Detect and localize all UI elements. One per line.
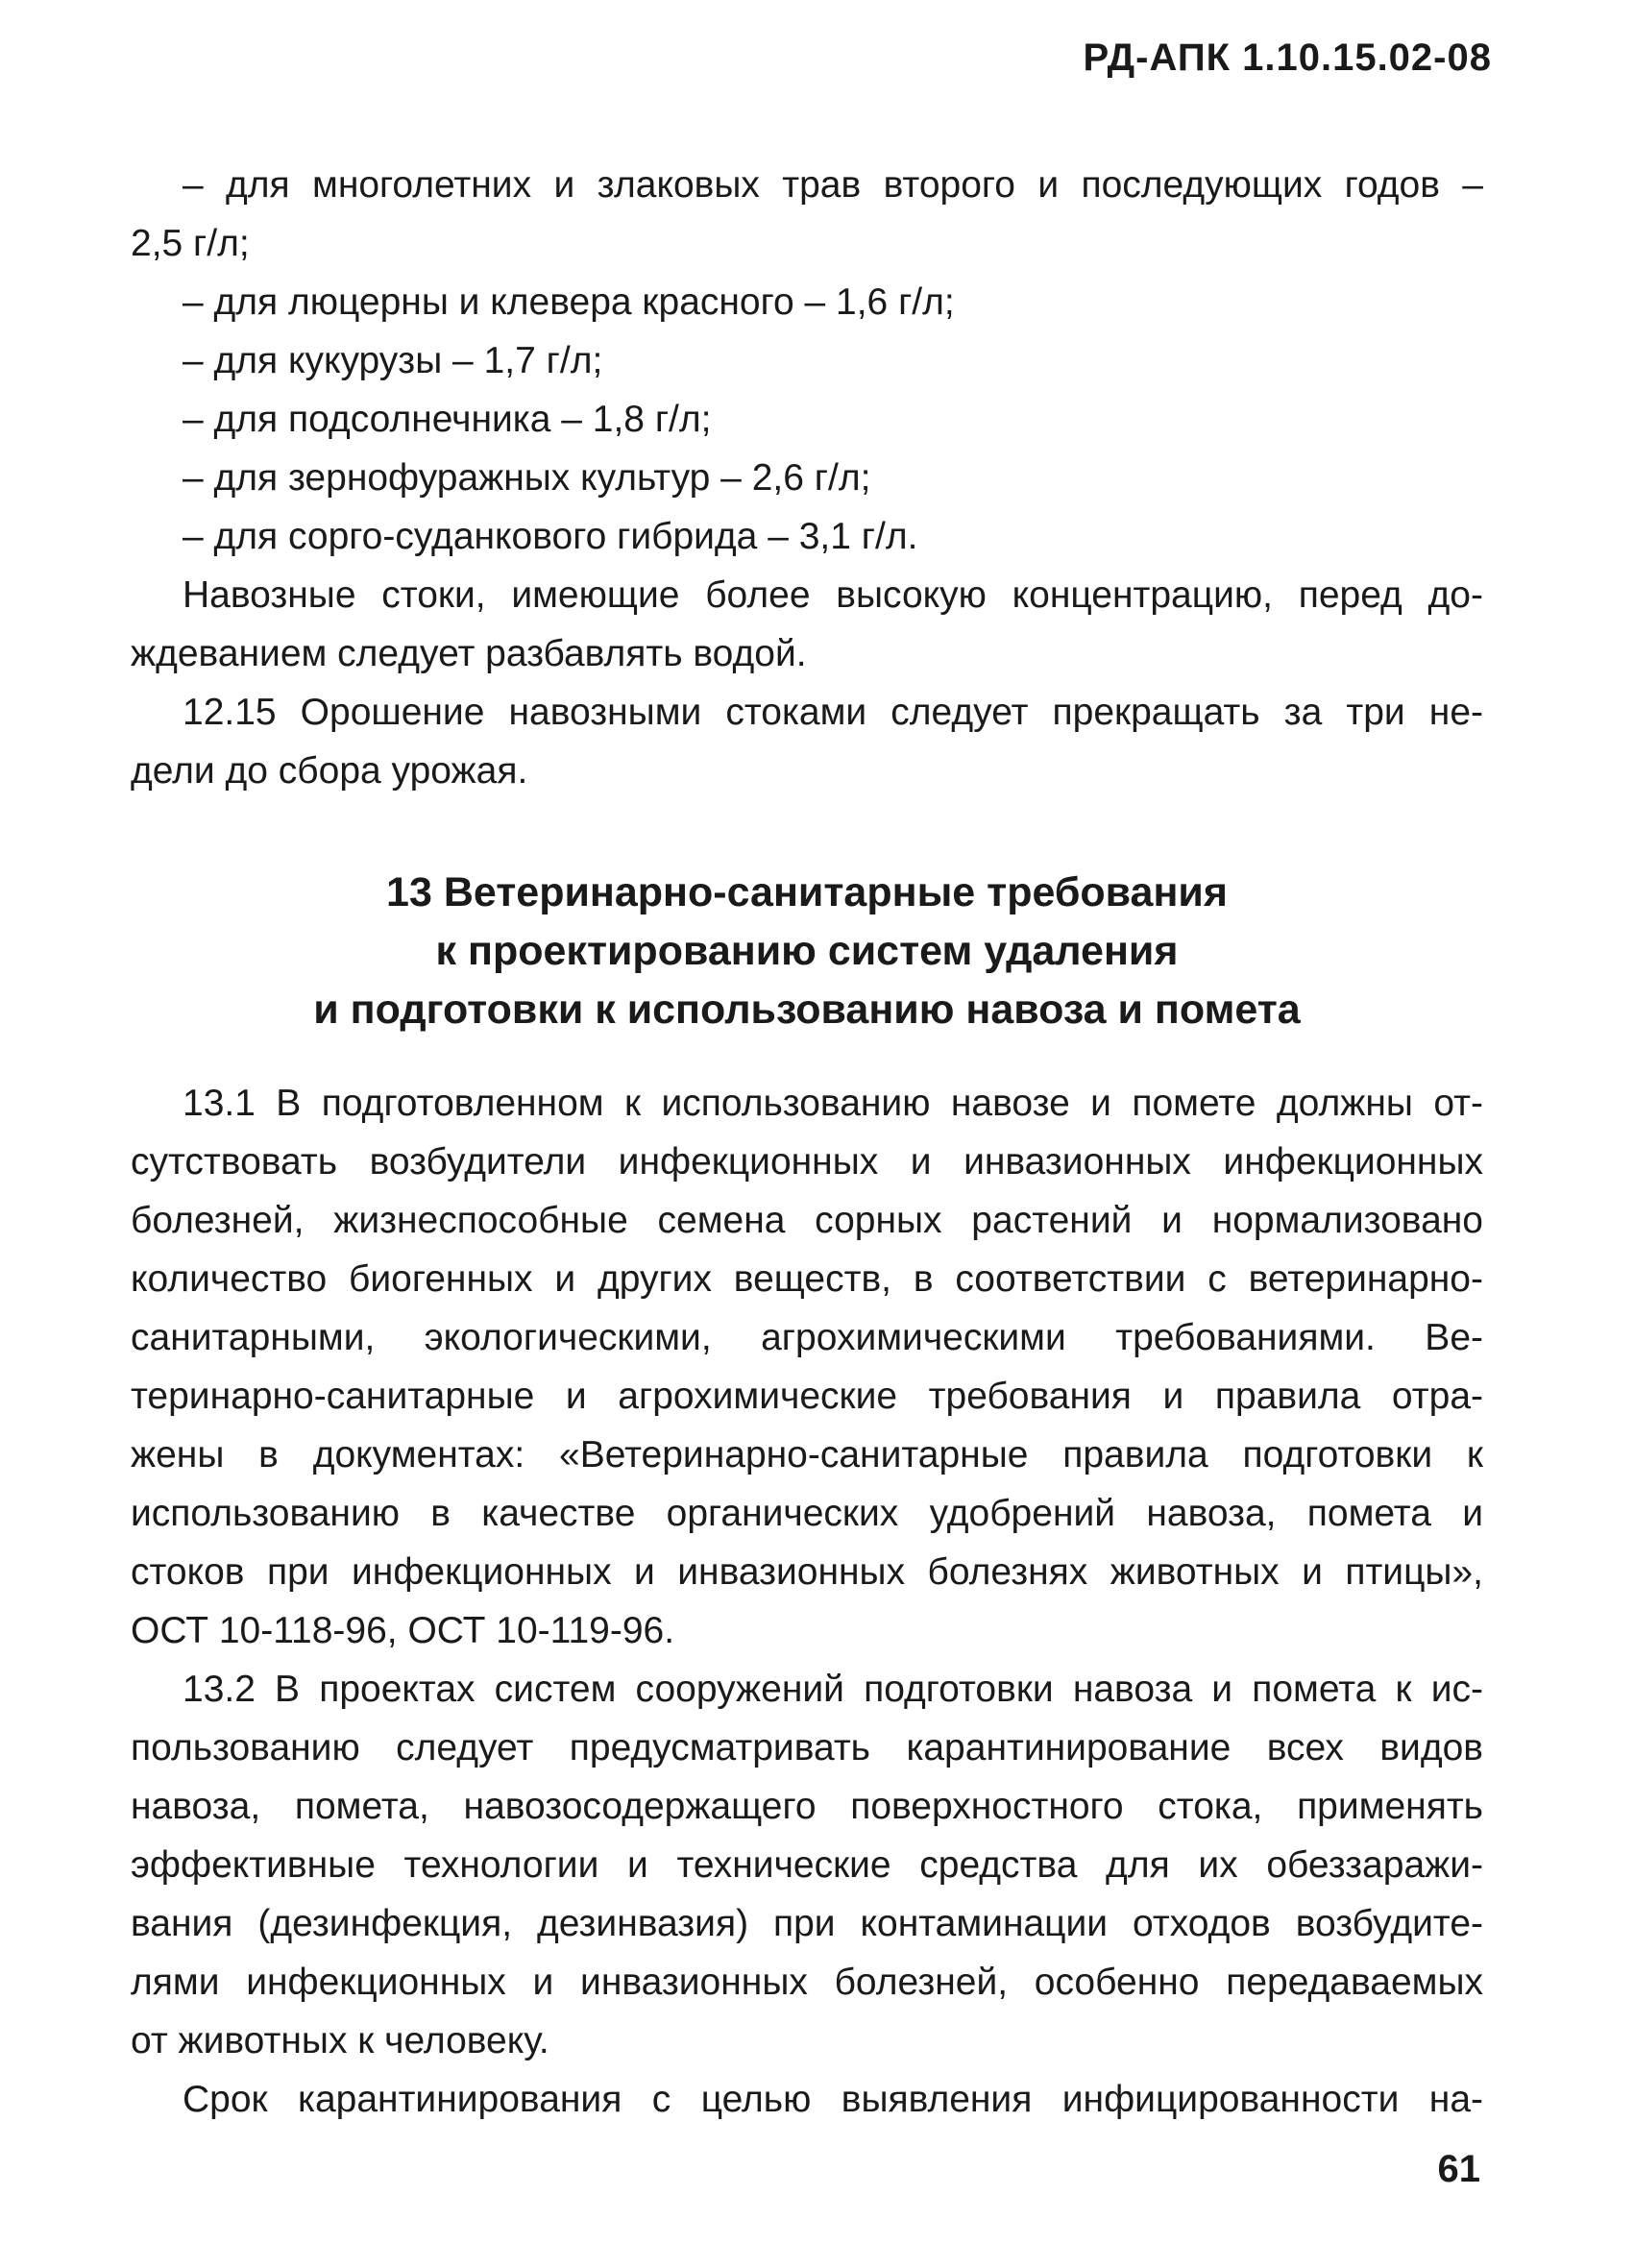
- paragraph-line: жены в документах: «Ветеринарно-санитарные правила подготовки к: [131, 1434, 1483, 1475]
- list-item-text: – для зернофуражных культур – 2,6 г/л;: [183, 457, 871, 499]
- paragraph-line: 13.1 В подготовленном к использованию навозе и помете должны от-: [183, 1083, 1483, 1124]
- paragraph-line: ждеванием следует разбавлять водой.: [131, 633, 807, 674]
- paragraph-line: теринарно-санитарные и агрохимические требования и правила отра-: [131, 1376, 1483, 1417]
- paragraph-line: болезней, жизнеспособные семена сорных растений и нормализовано: [131, 1200, 1483, 1241]
- section-heading-line: и подготовки к использованию навоза и помета: [313, 987, 1301, 1033]
- paragraph-line: количество биогенных и других веществ, в соответствии с ветеринарно-: [131, 1258, 1483, 1300]
- paragraph-line: Навозные стоки, имеющие более высокую концентрацию, перед до-: [183, 574, 1483, 616]
- list-item-text: – для многолетних и злаковых трав второго и последующих годов –: [183, 164, 1483, 206]
- paragraph-line: 13.2 В проектах систем сооружений подготовки навоза и помета к ис-: [183, 1669, 1483, 1710]
- document-code: РД-АПК 1.10.15.02-08: [1083, 37, 1492, 79]
- section-heading-line: к проектированию систем удаления: [435, 928, 1179, 974]
- paragraph-line: 12.15 Орошение навозными стоками следует прекращать за три не-: [183, 692, 1483, 733]
- paragraph-line: ОСТ 10-118-96, ОСТ 10-119-96.: [131, 1610, 675, 1651]
- paragraph-line: сутствовать возбудители инфекционных и инвазионных инфекционных: [131, 1141, 1483, 1183]
- paragraph-line: использованию в качестве органических удобрений навоза, помета и: [131, 1493, 1483, 1534]
- paragraph-line: Срок карантинирования с целью выявления инфицированности на-: [183, 2079, 1483, 2120]
- paragraph-line: от животных к человеку.: [131, 2020, 549, 2061]
- list-item-text: – для подсолнечника – 1,8 г/л;: [183, 399, 712, 440]
- paragraph-line: санитарными, экологическими, агрохимическими требованиями. Ве-: [131, 1317, 1483, 1358]
- list-item-text: 2,5 г/л;: [131, 223, 250, 264]
- page-number: 61: [1437, 2148, 1480, 2190]
- list-item-text: – для кукурузы – 1,7 г/л;: [183, 340, 603, 381]
- paragraph-line: пользованию следует предусматривать карантинирование всех видов: [131, 1727, 1483, 1768]
- list-item-text: – для люцерны и клевера красного – 1,6 г/л;: [183, 281, 955, 323]
- paragraph-line: дели до сбора урожая.: [131, 750, 528, 792]
- section-heading: [131, 864, 1483, 1039]
- paragraph-line: навоза, помета, навозосодержащего поверхностного стока, применять: [131, 1786, 1483, 1827]
- paragraph-line: стоков при инфекционных и инвазионных болезнях животных и птицы»,: [131, 1551, 1483, 1593]
- page-content: [131, 156, 1483, 2129]
- section-heading-line: 13 Ветеринарно-санитарные требования: [386, 869, 1228, 915]
- paragraph-line: лями инфекционных и инвазионных болезней, особенно передаваемых: [131, 1962, 1483, 2003]
- list-item-text: – для сорго-суданкового гибрида – 3,1 г/л.: [183, 516, 918, 557]
- paragraph-line: эффективные технологии и технические средства для их обеззаражи-: [131, 1844, 1483, 1886]
- paragraph-line: вания (дезинфекция, дезинвазия) при контаминации отходов возбудите-: [131, 1903, 1483, 1944]
